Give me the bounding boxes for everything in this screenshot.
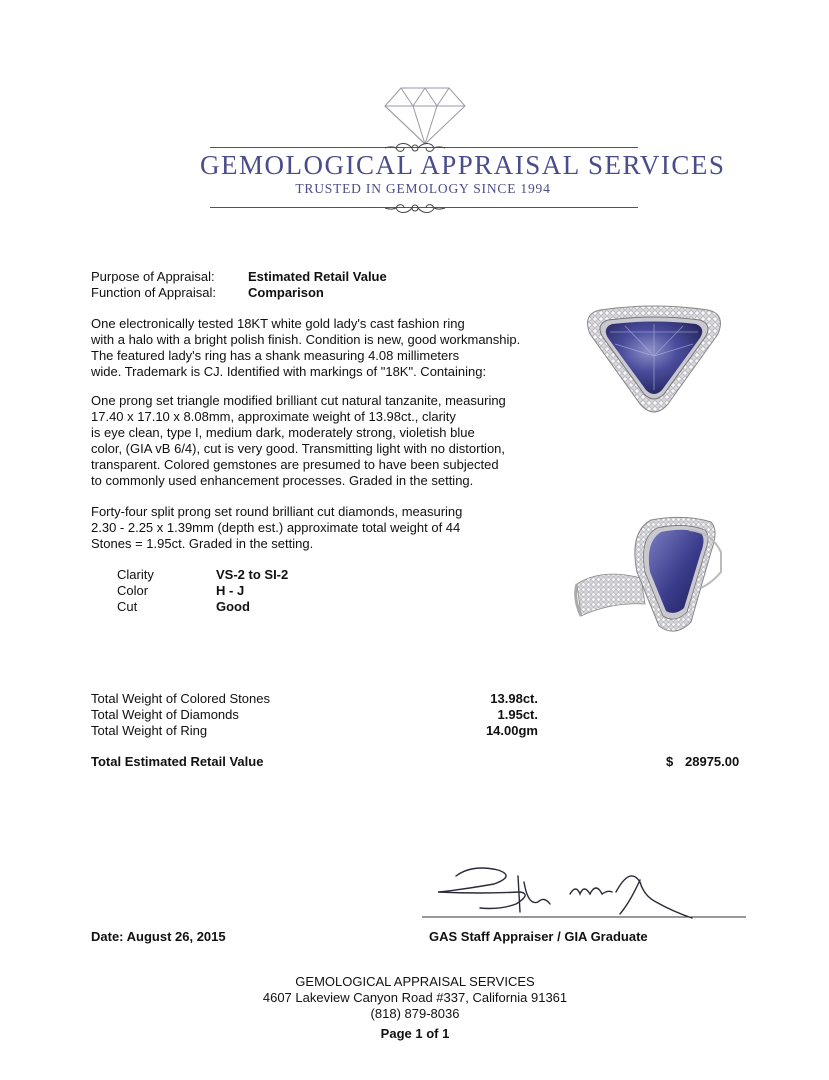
footer: [200, 974, 630, 1043]
color-label: Color: [117, 583, 149, 598]
total-diamonds-label: Total Weight of Diamonds: [91, 707, 239, 722]
total-diamonds-value: 1.95ct.: [497, 707, 538, 722]
total-colored-stones-value: 13.98ct.: [490, 691, 538, 706]
description-line: 2.30 - 2.25 x 1.39mm (depth est.) approximate total weight of 44: [91, 519, 461, 535]
total-colored-stones-label: Total Weight of Colored Stones: [91, 691, 270, 706]
cut-label: Cut: [117, 599, 138, 614]
description-line: to commonly used enhancement processes. Graded in the setting.: [91, 472, 474, 488]
description-line: transparent. Colored gemstones are presumed to have been subjected: [91, 456, 499, 472]
tagline: TRUSTED IN GEMOLOGY SINCE 1994: [295, 181, 551, 196]
company-name: GEMOLOGICAL APPRAISAL SERVICES: [200, 150, 726, 180]
description-line: One electronically tested 18KT white gold lady's cast fashion ring: [91, 316, 465, 331]
diamond-description: [91, 504, 462, 552]
total-ring-weight-label: Total Weight of Ring: [91, 723, 208, 738]
purpose-value: Estimated Retail Value: [248, 269, 387, 284]
page-number: Page 1 of 1: [380, 1026, 450, 1041]
description-line: with a halo with a bright polish finish. Condition is new, good workmanship.: [91, 331, 521, 347]
footer-phone: (818) 879-8036: [370, 1006, 460, 1021]
description-line: Forty-four split prong set round brilliant cut diamonds, measuring: [91, 504, 463, 519]
function-value: Comparison: [248, 285, 324, 300]
description-line: One prong set triangle modified brilliant cut natural tanzanite, measuring: [91, 393, 506, 408]
clarity-value: VS-2 to SI-2: [216, 567, 289, 582]
function-label: Function of Appraisal:: [91, 285, 217, 300]
signature-image: [420, 862, 750, 931]
item-description: [91, 316, 520, 380]
description-line: is eye clean, type I, medium dark, moderately strong, violetish blue: [91, 424, 475, 440]
ring-top-view-image: [580, 304, 728, 419]
total-ring-weight-value: 14.00gm: [485, 723, 538, 738]
cut-value: Good: [216, 599, 250, 614]
color-value: H - J: [216, 583, 245, 598]
appraisal-date: Date: August 26, 2015: [91, 929, 226, 944]
flourish-bottom-icon: [384, 199, 446, 220]
retail-currency: $: [666, 754, 674, 769]
purpose-label: Purpose of Appraisal:: [91, 269, 215, 284]
retail-amount: 28975.00: [685, 754, 740, 769]
description-line: Stones = 1.95ct. Graded in the setting.: [91, 535, 314, 551]
description-line: The featured lady's ring has a shank measuring 4.08 millimeters: [91, 347, 460, 363]
description-line: 17.40 x 17.10 x 8.08mm, approximate weight of 13.98ct., clarity: [91, 408, 456, 424]
center-stone-description: [91, 393, 506, 488]
ring-side-view-image: [571, 512, 741, 643]
retail-value-label: Total Estimated Retail Value: [91, 754, 264, 769]
description-line: color, (GIA vB 6/4), cut is very good. Transmitting light with no distortion,: [91, 440, 506, 456]
footer-company: GEMOLOGICAL APPRAISAL SERVICES: [295, 974, 535, 989]
appraiser-title: GAS Staff Appraiser / GIA Graduate: [429, 929, 648, 944]
footer-address: 4607 Lakeview Canyon Road #337, California 91361: [262, 990, 568, 1005]
clarity-label: Clarity: [117, 567, 154, 582]
description-line: wide. Trademark is CJ. Identified with markings of "18K". Containing:: [91, 363, 487, 379]
